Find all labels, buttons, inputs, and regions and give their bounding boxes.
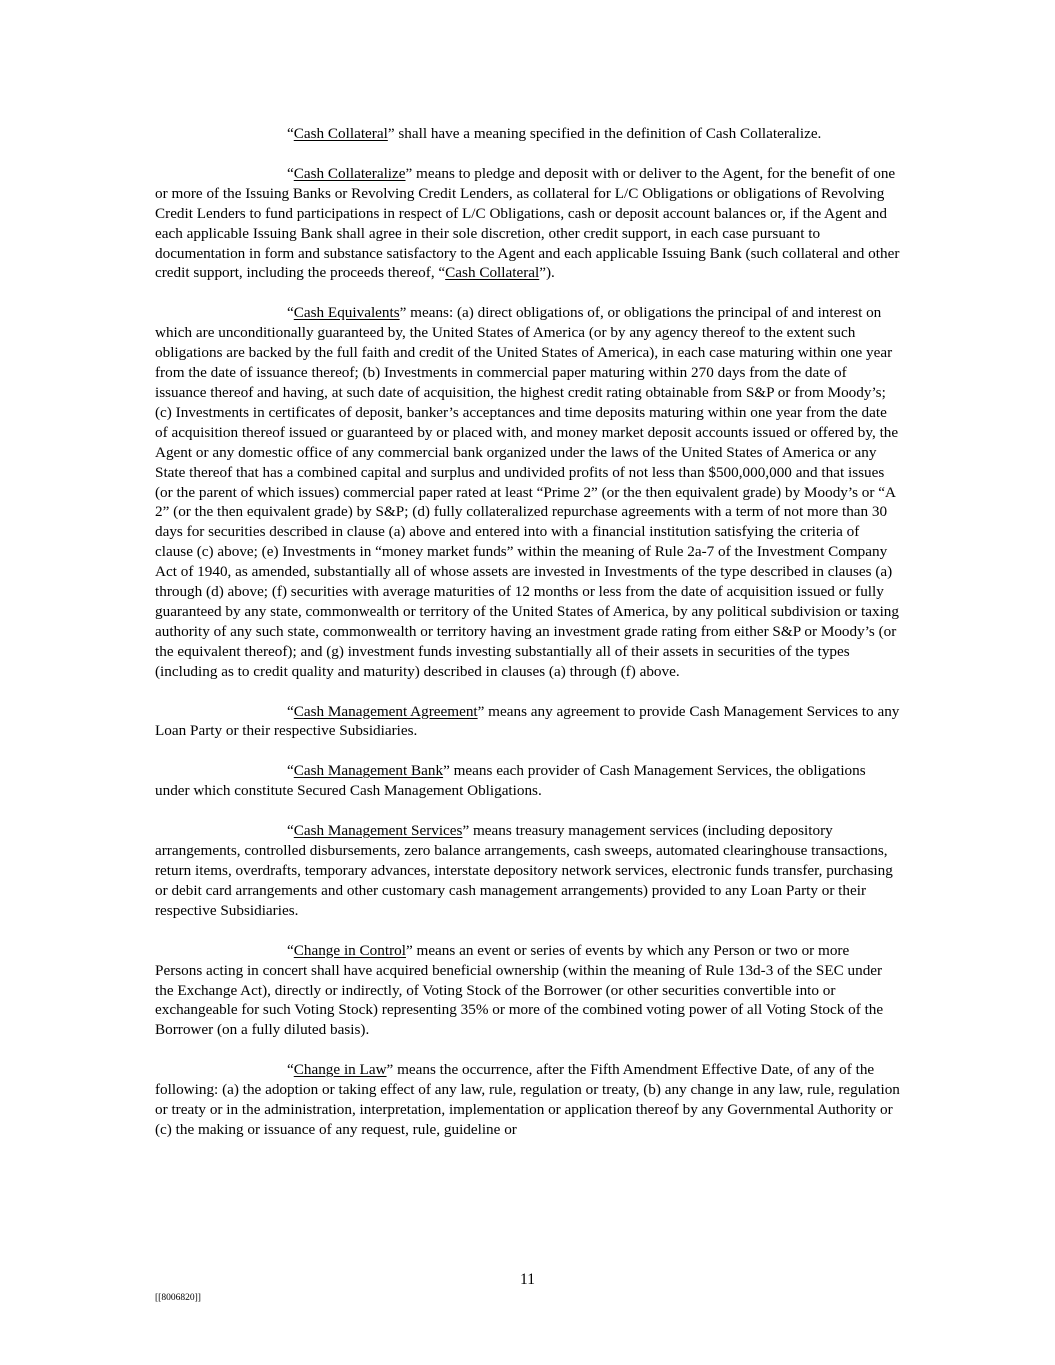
document-id: [[8006820]] [155, 1293, 201, 1303]
defined-term: Cash Collateral [293, 125, 388, 142]
defined-term: Cash Management Agreement [293, 702, 478, 720]
defined-term: Cash Equivalents [293, 304, 400, 322]
defined-term: Cash Management Services [293, 822, 463, 840]
page-number: 11 [520, 1271, 535, 1288]
defined-term: Change in Control [293, 941, 406, 959]
definition-cash-management-agreement: “Cash Management Agreement” means any agreement to provide Cash Management Services to any Loan Party or their respective Subsidiaries. [155, 702, 900, 740]
definitions-section [155, 124, 900, 1160]
defined-term: Cash Collateralize [293, 164, 406, 182]
definition-cash-management-bank: “Cash Management Bank” means each provider of Cash Management Services, the obligations under which constitute Secured Cash Management Obligations. [155, 762, 866, 800]
definition-cash-collateralize: “Cash Collateralize” means to pledge and deposit with or deliver to the Agent, for the benefit of one or more of the Issuing Banks or Revolving Credit Lenders, as collateral for L/C Obligations or obligations of Revolving Credit Lenders to fund participations in respect of L/C Obligations, cash or deposit account balances or, if the Agent and each applicable Issuing Bank shall agree in their sole discretion, other credit support, in each case pursuant to documentation in form and substance satisfactory to the Agent and each applicable Issuing Bank (such collateral and other credit support, including the proceeds thereof, “Cash Collateral”). [155, 164, 900, 282]
defined-term: Cash Management Bank [293, 762, 444, 780]
definition-change-in-control: “Change in Control” means an event or series of events by which any Person or two or more Persons acting in concert shall have acquired beneficial ownership (within the meaning of Rule 13d-3 of the SEC under the Exchange Act), directly or indirectly, of Voting Stock of the Borrower (or other securities convertible into or exchangeable for such Voting Stock) representing 35% or more of the combined voting power of all Voting Stock of the Borrower (on a fully diluted basis). [155, 941, 884, 1039]
definition-cash-collateral: “Cash Collateral” shall have a meaning specified in the definition of Cash Collateralize. [287, 125, 822, 142]
definition-cash-management-services: “Cash Management Services” means treasury management services (including depository arrangements, controlled disbursements, zero balance arrangements, cash sweeps, automated clearinghouse transactions, return items, overdrafts, temporary advances, interstate depository network services, electronic funds transfer, purchasing or debit card arrangements and other customary cash management arrangements) provided to any Loan Party or their respective Subsidiaries. [155, 822, 893, 919]
defined-term: Change in Law [293, 1061, 387, 1079]
definition-change-in-law: “Change in Law” means the occurrence, after the Fifth Amendment Effective Date, of any of the following: (a) the adoption or taking effect of any law, rule, regulation or treaty, (b) any change in any law, rule, regulation or treaty or in the administration, interpretation, implementation or application thereof by any Governmental Authority or (c) the making or issuance of any request, rule, guideline or [155, 1061, 900, 1138]
defined-term: Cash Collateral [445, 264, 540, 282]
definition-cash-equivalents: “Cash Equivalents” means: (a) direct obligations of, or obligations the principal of and interest on which are unconditionally guaranteed by, the United States of America (or by any agency thereof to the extent such obligations are backed by the full faith and credit of the United States of America), in each case maturing within one year from the date of issuance thereof; (b) Investments in commercial paper maturing within 270 days from the date of issuance thereof and having, at such date of acquisition, the highest credit rating obtainable from S&P or from Moody’s; (c) Investments in certificates of deposit, banker’s acceptances and time deposits maturing within one year from the date of acquisition thereof issued or guaranteed by or placed with, and money market deposit accounts issued or offered by, the Agent or any domestic office of any commercial bank organized under the laws of the United States of America or any State thereof that has a combined capital and surplus and undivided profits of not less than $500,000,000 and that issues (or the parent of which issues) commercial paper rated at least “Prime 2” (or the then equivalent grade) by Moody’s or “A 2” (or the then equivalent grade) by S&P; (d) fully collateralized repurchase agreements with a term of not more than 30 days for securities described in clause (a) above and entered into with a financial institution satisfying the criteria of clause (c) above; (e) Investments in “money market funds” within the meaning of Rule 2a-7 of the Investment Company Act of 1940, as amended, substantially all of whose assets are invested in Investments of the type described in clauses (a) through (d) above; (f) securities with average maturities of 12 months or less from the date of acquisition issued or fully guaranteed by any state, commonwealth or territory of the United States of America, by any political subdivision or taxing authority of any such state, commonwealth or territory having an investment grade rating from either S&P or Moody’s (or the equivalent thereof); and (g) investment funds investing substantially all of their assets in securities of the types (including as to credit quality and maturity) described in clauses (a) through (f) above. [155, 304, 899, 680]
